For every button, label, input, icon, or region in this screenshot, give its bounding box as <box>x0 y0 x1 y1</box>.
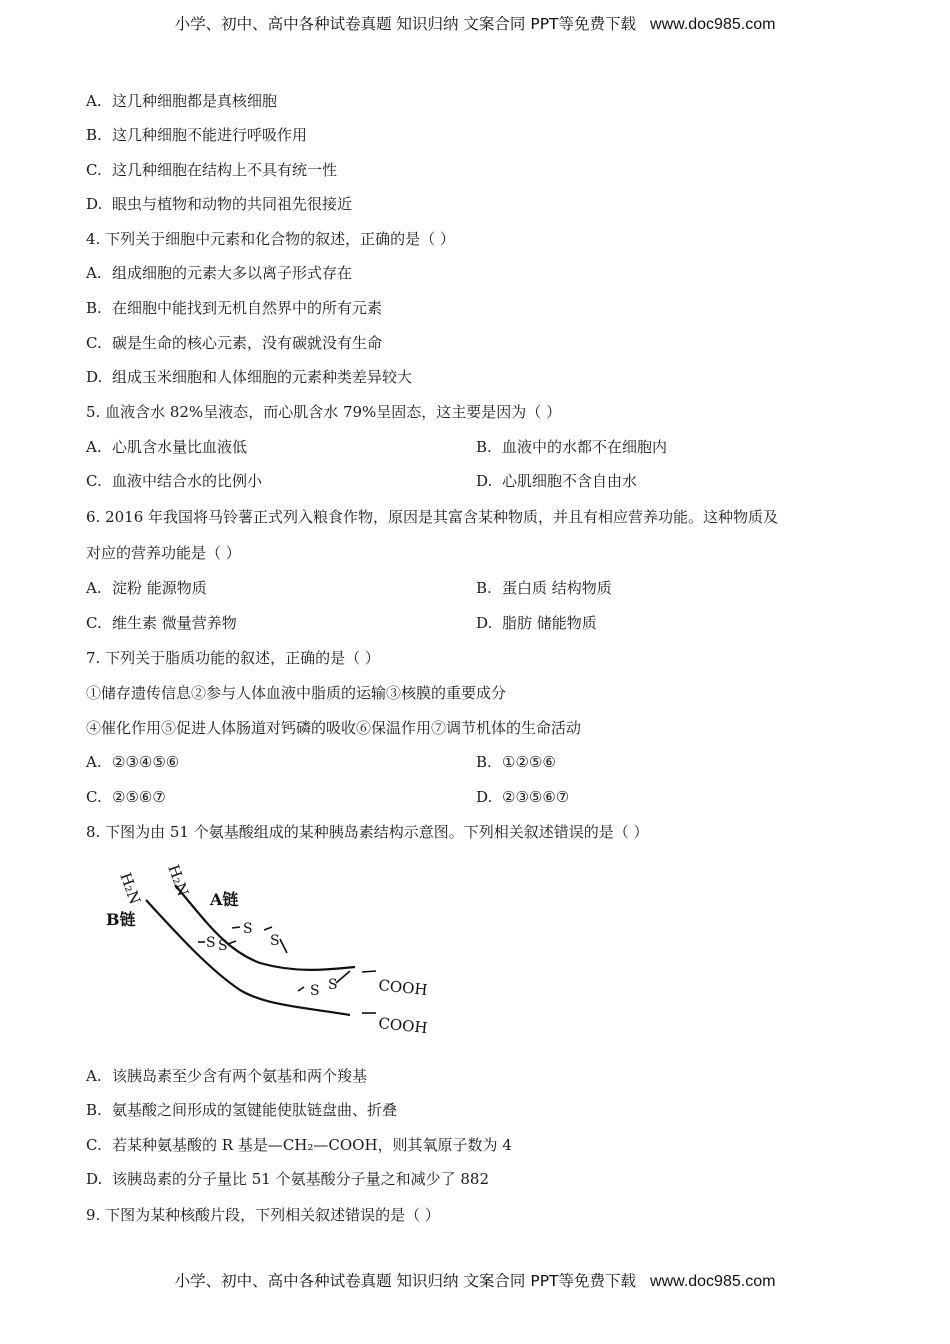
ss-bond-top-s2: S <box>270 933 280 949</box>
q7-option-d: D. ②③⑤⑥⑦ <box>476 788 570 806</box>
q8-option-c: C. 若某种氨基酸的 R 基是—CH₂—COOH，则其氧原子数为 4 <box>86 1136 512 1154</box>
q9-stem: 9. 下图为某种核酸片段，下列相关叙述错误的是（ ） <box>86 1206 440 1224</box>
q3-option-d: D. 眼虫与植物和动物的共同祖先很接近 <box>86 195 353 213</box>
q5-option-a: A. 心肌含水量比血液低 <box>86 438 248 456</box>
q8-option-d: D. 该胰岛素的分子量比 51 个氨基酸分子量之和减少了 882 <box>86 1170 490 1188</box>
q4-option-b: B. 在细胞中能找到无机自然界中的所有元素 <box>86 299 383 317</box>
q3-option-b: B. 这几种细胞不能进行呼吸作用 <box>86 126 308 144</box>
header-banner <box>0 12 950 34</box>
q6-option-b: B. 蛋白质 结构物质 <box>476 579 612 597</box>
ss-bond-left-s1: S <box>206 935 216 951</box>
ss-bond-low-s2: S <box>328 977 338 993</box>
q6-option-c: C. 维生素 微量营养物 <box>86 614 237 632</box>
q7-stem: 7. 下列关于脂质功能的叙述，正确的是（ ） <box>86 649 380 667</box>
q5-option-b: B. 血液中的水都不在细胞内 <box>476 438 668 456</box>
cooh-a-label: COOH <box>377 976 429 1000</box>
q4-option-a: A. 组成细胞的元素大多以离子形式存在 <box>86 264 353 282</box>
q5-option-c: C. 血液中结合水的比例小 <box>86 472 263 490</box>
q7-option-b: B. ①②⑤⑥ <box>476 753 556 771</box>
q5-stem: 5. 血液含水 82%呈液态，而心肌含水 79%呈固态，这主要是因为（ ） <box>86 403 562 421</box>
cooh-b-label: COOH <box>377 1014 429 1038</box>
q6-stem-line1: 6. 2016 年我国将马铃薯正式列入粮食作物，原因是其富含某种物质，并且有相应营养功能。这种物质及 <box>86 508 779 526</box>
a-chain-label: A链 <box>210 890 239 909</box>
q8-option-b: B. 氨基酸之间形成的氢键能使肽链盘曲、折叠 <box>86 1101 398 1119</box>
banner-text: 小学、初中、高中各种试卷真题 知识归纳 文案合同 PPT等免费下载 <box>174 15 637 33</box>
q7-option-a: A. ②③④⑤⑥ <box>86 753 180 771</box>
q3-option-a: A. 这几种细胞都是真核细胞 <box>86 92 278 110</box>
insulin-structure-figure <box>100 855 450 1045</box>
ss-bond-left-s2: S <box>218 938 228 954</box>
q8-stem: 8. 下图为由 51 个氨基酸组成的某种胰岛素结构示意图。下列相关叙述错误的是（ ） <box>86 823 649 841</box>
q5-option-d: D. 心肌细胞不含自由水 <box>476 472 638 490</box>
q6-stem-line2: 对应的营养功能是（ ） <box>86 544 241 562</box>
q8-option-a: A. 该胰岛素至少含有两个氨基和两个羧基 <box>86 1067 368 1085</box>
banner-text: 小学、初中、高中各种试卷真题 知识归纳 文案合同 PPT等免费下载 <box>174 1272 637 1290</box>
q6-option-d: D. 脂肪 储能物质 <box>476 614 597 632</box>
banner-url[interactable]: www.doc985.com <box>650 1273 776 1290</box>
q6-option-a: A. 淀粉 能源物质 <box>86 579 207 597</box>
q7-option-c: C. ②⑤⑥⑦ <box>86 788 166 806</box>
b-chain-label: B链 <box>106 910 136 929</box>
ss-bond-low-s1: S <box>310 983 320 999</box>
footer-banner <box>0 1269 950 1291</box>
h2n-b-label: H₂N <box>116 870 145 907</box>
q7-items-line1: ①储存遗传信息②参与人体血液中脂质的运输③核膜的重要成分 <box>86 684 507 702</box>
h2n-a-label: H₂N <box>164 862 193 899</box>
q3-option-c: C. 这几种细胞在结构上不具有统一性 <box>86 161 338 179</box>
q4-option-d: D. 组成玉米细胞和人体细胞的元素种类差异较大 <box>86 368 413 386</box>
ss-bond-top-s1: S <box>243 921 253 937</box>
q4-option-c: C. 碳是生命的核心元素，没有碳就没有生命 <box>86 334 383 352</box>
q4-stem: 4. 下列关于细胞中元素和化合物的叙述，正确的是（ ） <box>86 230 455 248</box>
q7-items-line2: ④催化作用⑤促进人体肠道对钙磷的吸收⑥保温作用⑦调节机体的生命活动 <box>86 719 582 737</box>
banner-url[interactable]: www.doc985.com <box>650 16 776 33</box>
